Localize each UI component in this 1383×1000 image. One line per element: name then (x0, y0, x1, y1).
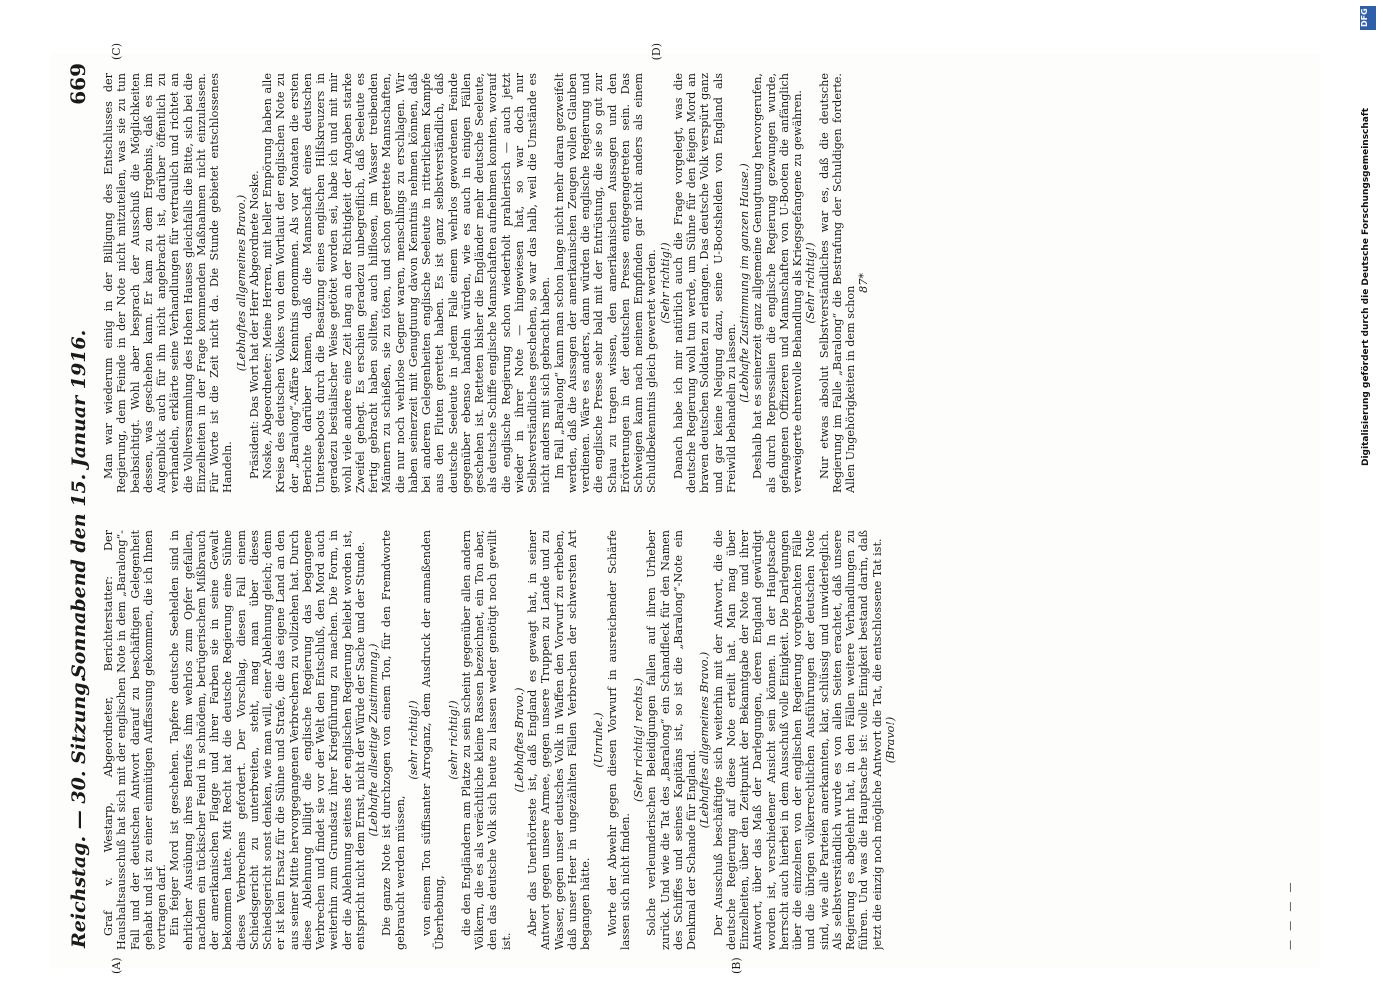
remark: (Bravo!) (883, 716, 897, 764)
remark: (sehr richtig!) (406, 700, 420, 780)
paragraph: Deshalb hat es seinerzeit ganz allgemeine Genugtuung hervorgerufen, als durch Repressalien die englische Regierung gezwungen wurde, gefangenen Offizieren und Mannschaften von U-Booten die anfänglich verweigerte ehrenvolle Behandlung als Kriegsgefangene zu gewähren. (751, 73, 804, 493)
remark: (Lebhaftes Bravo.) (512, 687, 526, 793)
remark: (Unruhe.) (592, 712, 606, 768)
running-head: Reichstag. — 30. Sitzung. (68, 675, 90, 948)
text-column-left (102, 530, 1302, 950)
funding-credit: Digitalisierung gefördert durch die Deutsche Forschungsgemeinschaft (1361, 107, 1371, 466)
paragraph: Danach habe ich mir natürlich auch die Frage vorgelegt, was die deutsche Regierung wohl tun werde, um Sühne für den feigen Mord an braven deutschen Soldaten zu erlangen. Das deutsche Volk verspürt ganz und gar keine Neigung dazu, seine U-Bootshelden von England als Freiwild behandeln zu lassen. (671, 73, 738, 493)
text-column-right (102, 73, 1302, 493)
sheet-signature: 87* (857, 273, 871, 293)
paragraph: Der Ausschuß beschäftigte sich weiterhin mit der Antwort, die die deutsche Regierung auf diese Note erteilt hat. Man mag über Einzelheiten, über den Zeitpunkt der Bekanntgabe der Note und ihrer Antwort, über das Maß der Darlegungen, deren England gewürdigt worden ist, verschiedener Ansicht sein können. In der Hauptsache herrscht auch hierbei in dem Ausschuß volle Einigkeit. Die Darlegungen über die einzelnen von der englischen Regierung vorgebrachten Fälle und die übrigen völkerrechtlichen Ausführungen der deutschen Note sind, wie alle Parteien anerkannten, klar, schlüssig und unwiderleglich. Als selbstverständlich wurde es von allen Seiten erachtet, daß unsere Regierung es abgelehnt hat, in den Fällen weitere Verhandlungen zu führen. Und was die Hauptsache ist: volle Einigkeit bestand darin, daß jetzt die einzig noch mögliche Antwort die Tat, die entschlossene Tat ist. (711, 530, 884, 950)
paragraph: Noske, Abgeordneter: Meine Herren, mit heller Empörung haben alle Kreise des deutschen Volkes von dem Wortlaut der englischen Note zu der „Baralong“-Affäre Kenntnis genommen. Als vor Monaten die ersten Berichte darüber kamen, daß die Mannschaft eines deutschen Unterseeboots durch die Besatzung eines englischen Hilfskreuzers in geradezu bestialischer Weise getötet worden sei, habe ich und mit mir wohl viele andere eine Zeit lang an der Richtigkeit der Angaben starke Zweifel gehegt. Es erschien geradezu unbegreiflich, daß Seeleute es fertig gebracht haben sollten, auch hilflosen, im Wasser treibenden Männern zu schießen, sie zu töten, und schon gerettete Mannschaften, die nur noch wehrlose Gegner waren, menschlings zu erschlagen. Wir haben seinerzeit mit Genugtuung davon Kenntnis nehmen können, daß bei anderen Gelegenheiten englische Seeleute in ritterlichem Kampfe aus den Fluten gerettet haben. Es ist ganz selbstverständlich, daß deutsche Seeleute in jedem Falle einem wehrlos gewordenen Feinde gegenüber ebenso handeln würden, wie es auch in einigen Fällen geschehen ist. Retteten bisher die Engländer mehr deutsche Seeleute, als deutsche Schiffe englische Mannschaften aufnehmen konnten, worauf die englische Regierung schon wiederholt prahlerisch — auch jetzt wieder in ihrer Note — hingewiesen hat, so war doch nur Selbstverständliches geschehen, so war das halb, weil die Umstände es nicht anders mit sich gebracht haben. (261, 73, 553, 493)
paragraph: Man war wiederum einig in der Billigung des Entschlusses der Regierung, dem Feinde in der Note nicht mitzuteilen, was sie zu tun beabsichtigt. Wohl aber besprach der Ausschuß die Möglichkeiten dessen, was geschehen kann. Er kam zu dem Ergebnis, daß es im Augenblick auch für ihn nicht angebracht ist, darüber öffentlich zu verhandeln, erklärte seine Verhandlungen für vertraulich und richtet an die Vollversammlung des Hohen Hauses gleichfalls die Bitte, sich bei die Einzelheiten in der Frage kommenden Maßnahmen nicht einzulassen. Für Worte ist die Zeit nicht da. Die Stunde gebietet entschlossenes Handeln. (102, 73, 235, 493)
remark: (Lebhafte allseitige Zustimmung.) (367, 643, 380, 837)
margin-mark: (B) (730, 957, 743, 974)
remark: (Sehr richtig!) (804, 242, 818, 324)
page-footer-rule: — — — — (1285, 879, 1296, 950)
paragraph: Die ganze Note ist durchzogen von einem Ton, für den Fremdworte gebraucht werden müssen, (380, 530, 407, 950)
remark: (Sehr richtig!) (658, 242, 672, 324)
remark: (Lebhafte Zustimmung im ganzen Hause.) (738, 163, 751, 403)
margin-mark: (D) (650, 43, 663, 61)
paragraph: Worte der Abwehr gegen diesen Vorwurf in ausreichender Schärfe lassen sich nicht finden. (605, 530, 632, 950)
paragraph: Aber das Unerhörteste ist, daß England es gewagt hat, in seiner Antwort gegen unsere Armee, gegen unsere Truppen zu Lande und zu Wasser, gegen unser deutsches Volk in Waffen den Vorwurf zu erheben, daß unser Heer in ungezählten Fällen Verbrechen der schwersten Art begangen hätte. (526, 530, 592, 950)
margin-mark: (C) (110, 43, 123, 60)
session-date: Sonnabend den 15. Januar 1916. (68, 329, 90, 678)
dfg-logo: DFG (1360, 6, 1376, 30)
paragraph: Graf v. Westarp, Abgeordneter, Berichterstatter: Der Haushaltsausschuß hat sich mit der englischen Note in dem „Baralong“-Fall und der deutschen Antwort darauf zu beschäftigen Gelegenheit gehabt und ist zu einer einmütigen Auffassung gekommen, die ich Ihnen vortragen darf. (102, 530, 168, 950)
remark: (Sehr richtig! rechts.) (632, 677, 645, 803)
paragraph: von einem Ton süffisanter Arroganz, dem Ausdruck der anmaßenden Überhebung, (420, 530, 447, 950)
margin-mark: (A) (110, 957, 123, 974)
page-number: 669 (66, 63, 90, 105)
paragraph: Solche verleumderischen Beleidigungen fallen auf ihren Urheber zurück. Und wie die Tat des „Baralong“ ein Schandfleck für den Namen des Schiffes und seines Kapitäns ist, so ist die „Baralong“-Note ein Denkmal der Schande für England. (645, 530, 698, 950)
remark: (Lebhaftes allgemeines Bravo.) (698, 651, 712, 829)
paragraph: die den Engländern am Platze zu sein scheint gegenüber allen andern Völkern, die es als verächtliche kleine Rassen bezeichnet, ein Ton aber, den das deutsche Volk sich heute zu lassen weder genötigt noch gewillt ist. (459, 530, 513, 950)
paragraph: Präsident: Das Wort hat der Herr Abgeordnete Noske. (247, 170, 261, 479)
digitization-sidebar (1355, 0, 1383, 1000)
rotated-page (50, 43, 1320, 974)
remark: (Lebhaftes allgemeines Bravo.) (234, 194, 248, 372)
paragraph: Ein feiger Mord ist geschehen. Tapfere deutsche Seehelden sind in ehrlicher Ausübung ihres Berufes ihm wehrlos zum Opfer gefallen, nachdem ein tückischer Feind in schnödem, betrügerischem Mißbrauch der amerikanischen Flagge und ihrer Farben sie in seine Gewalt bekommen hatte. Mit Recht hat die deutsche Regierung eine Sühne dieses Verbrechens gefordert. Der Vorschlag, diesen Fall einem Schiedsgericht zu unterbreiten, steht, mag man über dieses Schiedsgericht sonst denken, wie man will, einer Ablehnung gleich; denn er ist kein Ersatz für die Sühne und Strafe, die das eigene Land an den aus seiner Mitte hervorgegangenen Verbrechern zu vollziehen hat. Durch diese Ablehnung billigt die englische Regierung das begangene Verbrechen und findet sie vor der Welt den Entschluß, den Mord auch weiterhin zum Grundsatz ihrer Kriegführung zu machen. Die Form, in der die Ablehnung seitens der englischen Regierung beliebt worden ist, entspricht nicht dem Ernst, nicht der Würde der Sache und der Stunde. (168, 530, 367, 950)
remark: (sehr richtig!) (446, 700, 460, 780)
paragraph: Im Fall „Baralong“ kann man schon lange nicht mehr daran gezweifelt werden, daß die Aussagen der amerikanischen Zeugen vollen Glauben verdienen. Wäre es anders, dann würden die englische Regierung und die englische Presse sehr bald mit der Entrüstung, die sie so gut zur Schau zu tragen wissen, den amerikanischen Aussagen und den Erörterungen in der deutschen Presse entgegengetreten sein. Das Schweigen kann nach meinem Empfinden gar nicht anders als einem Schuldbekenntnis gleich gewertet werden. (552, 73, 659, 493)
paragraph: Nur etwas absolut Selbstverständliches war es, daß die deutsche Regierung im Falle „Baralong“ die Bestrafung der Schuldigen forderte. Allen Ungehörigkeiten in dem schon (817, 73, 857, 493)
